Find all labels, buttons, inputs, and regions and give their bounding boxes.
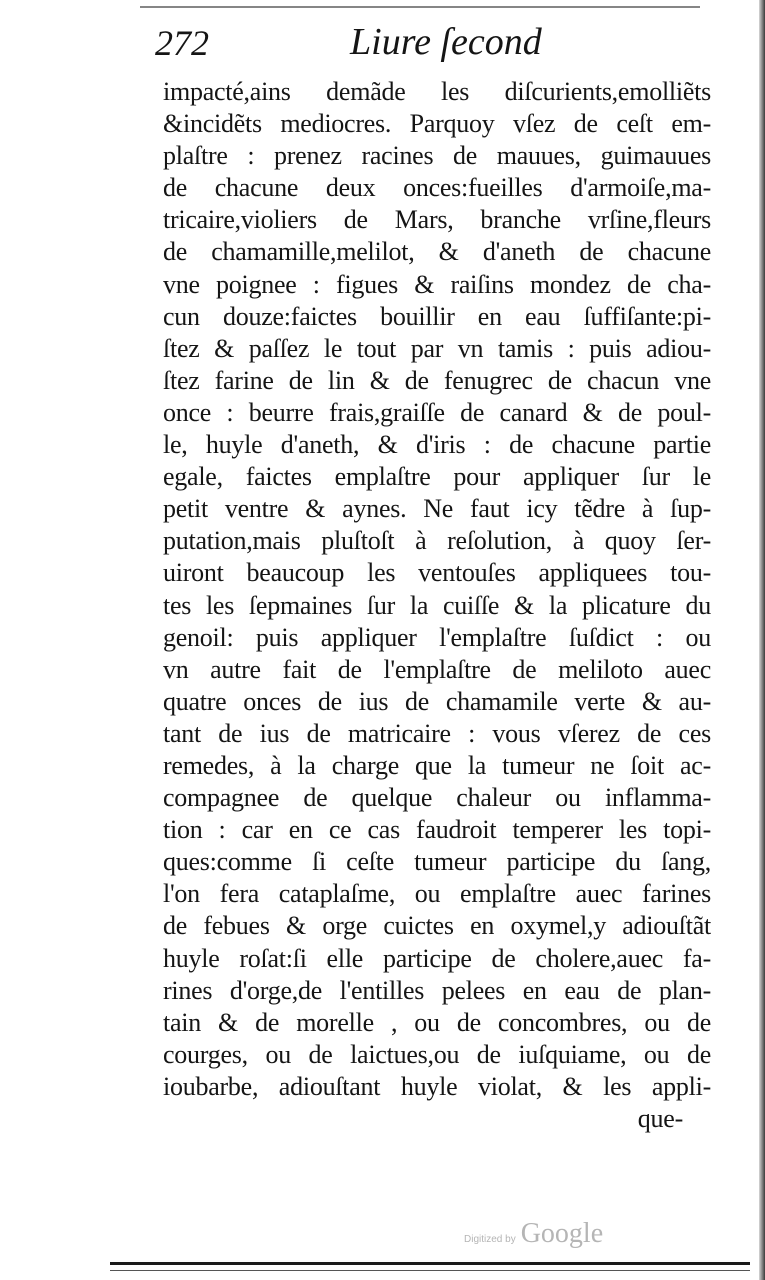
page-bottom-edge-shadow — [110, 1270, 750, 1271]
text-line: ſtez & paſſez le tout par vn tamis : puis adiou- — [163, 333, 711, 363]
catchword: que- — [637, 1104, 683, 1133]
google-logo: Google — [520, 1218, 604, 1249]
text-line: de chacune deux onces:fueilles d'armoiſe,ma- — [163, 173, 711, 203]
text-line: tain & de morelle , ou de concombres, ou de — [163, 1007, 711, 1037]
text-line: egale, faictes emplaſtre pour appliquer ſur le — [163, 462, 711, 492]
text-line: courges, ou de laictues,ou de iuſquiame, ou de — [163, 1039, 711, 1069]
text-line: huyle roſat:ſi elle participe de cholere,auec fa- — [163, 943, 711, 973]
text-line: remedes, à la charge que la tumeur ne ſoit ac- — [163, 750, 711, 780]
text-line: tricaire,violiers de Mars, branche vrſine,fleurs — [163, 205, 711, 235]
digitized-watermark — [464, 1218, 603, 1250]
text-line: cun douze:faictes bouillir en eau ſuffiſante:pi- — [163, 301, 711, 331]
text-line: quatre onces de ius de chamamile verte & au- — [163, 686, 711, 716]
text-line: de chamamille,melilot, & d'aneth de chacune — [163, 237, 711, 267]
text-line: vn autre fait de l'emplaſtre de meliloto auec — [163, 654, 711, 684]
page-bottom-edge — [110, 1262, 750, 1265]
text-line: plaſtre : prenez racines de mauues, guimauues — [163, 141, 711, 171]
text-line: impacté,ains demãde les diſcurients,emolliẽts — [163, 77, 711, 106]
text-line: once : beurre frais,graiſſe de canard & de poul- — [163, 397, 711, 427]
body-text — [163, 76, 711, 1135]
text-line: genoil: puis appliquer l'emplaſtre ſuſdict : ou — [163, 622, 711, 652]
text-line: tant de ius de matricaire : vous vſerez de ces — [163, 718, 711, 748]
text-line: tes les ſepmaines ſur la cuiſſe & la plicature du — [163, 590, 711, 620]
text-line: tion : car en ce cas faudroit temperer les topi- — [163, 815, 711, 845]
watermark-prefix: Digitized by — [464, 1234, 516, 1245]
text-line: ſtez farine de lin & de fenugrec de chacun vne — [163, 365, 711, 395]
text-line: le, huyle d'aneth, & d'iris : de chacune partie — [163, 430, 711, 460]
text-line: putation,mais pluſtoſt à reſolution, à quoy ſer- — [163, 526, 711, 556]
page-number: 272 — [155, 23, 209, 63]
text-line: de febues & orge cuictes en oxymel,y adiouſtãt — [163, 911, 711, 941]
page-header — [155, 16, 542, 70]
text-line: ques:comme ſi ceſte tumeur participe du ſang, — [163, 847, 711, 877]
text-line: compagnee de quelque chaleur ou inflamma- — [163, 783, 711, 813]
running-head: Liure ſecond — [350, 21, 542, 63]
text-line: ioubarbe, adiouſtant huyle violat, & les appli- — [163, 1071, 711, 1101]
text-line: uiront beaucoup les ventouſes appliquees tou- — [163, 558, 711, 588]
page-edge-top — [140, 6, 700, 8]
text-line: &incidẽts mediocres. Parquoy vſez de ceſt em- — [163, 109, 711, 139]
text-line: vne poignee : figues & raiſins mondez de cha- — [163, 269, 711, 299]
text-line: petit ventre & aynes. Ne faut icy tẽdre à ſup- — [163, 494, 711, 524]
page-edge-right — [759, 0, 765, 1280]
text-line: rines d'orge,de l'entilles pelees en eau de plan- — [163, 975, 711, 1005]
text-line: l'on fera cataplaſme, ou emplaſtre auec farines — [163, 879, 711, 909]
